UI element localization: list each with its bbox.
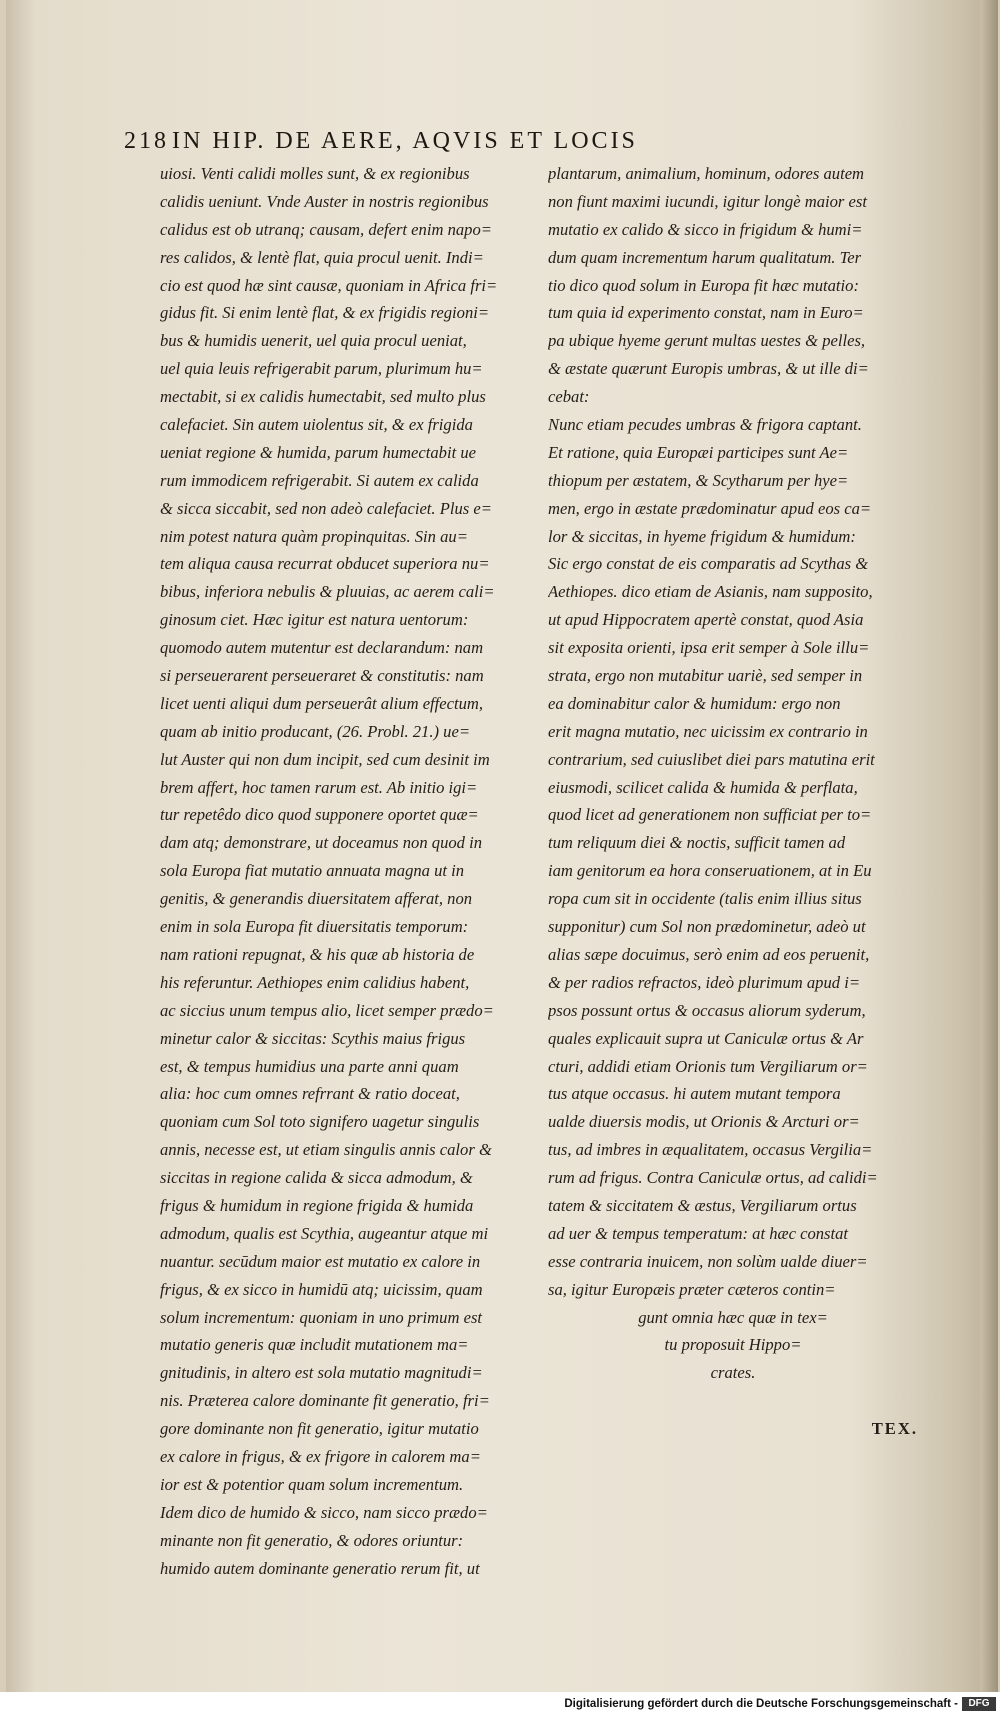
text-line: lor & siccitas, in hyeme frigidum & humidum: <box>548 526 856 546</box>
text-line: cio est quod hæ sint causæ, quoniam in Africa fri= <box>160 275 498 295</box>
text-line: gore dominante non fit generatio, igitur mutatio <box>160 1419 479 1439</box>
text-line <box>548 1387 918 1415</box>
text-line: dam atq; demonstrare, ut doceamus non quod in <box>160 833 483 853</box>
text-line: calidis ueniunt. Vnde Auster in nostris regionibus <box>160 191 489 211</box>
text-line: tus atque occasus. hi autem mutant tempora <box>548 1084 841 1104</box>
text-line: lut Auster qui non dum incipit, sed cum desinit im <box>160 749 490 769</box>
left-text-column <box>160 160 530 1582</box>
text-line: calefaciet. Sin autem uiolentus sit, & ex frigida <box>160 415 473 435</box>
text-line: genitis, & generandis diuersitatem afferat, non <box>160 889 473 909</box>
text-line: rum ad frigus. Contra Caniculæ ortus, ad calidi= <box>548 1168 878 1188</box>
text-line: si perseuerarent perseueraret & constitutis: nam <box>160 666 484 686</box>
text-line: crates. <box>710 1363 756 1383</box>
text-line: brem affert, hoc tamen rarum est. Ab initio igi= <box>160 777 478 797</box>
text-line: mutatio generis quæ includit mutationem ma= <box>160 1335 469 1355</box>
text-line: tur repetêdo dico quod supponere oportet quæ= <box>160 805 479 825</box>
text-line: tus, ad imbres in æqualitatem, occasus Vergilia= <box>548 1140 873 1160</box>
text-line: cebat: <box>548 387 590 407</box>
text-line: & sicca siccabit, sed non adeò calefaciet. Plus e= <box>160 498 492 518</box>
text-line: TEX. <box>871 1419 918 1439</box>
text-line: mectabit, si ex calidis humectabit, sed multo plus <box>160 387 486 407</box>
text-line: dum quam incrementum harum qualitatum. Ter <box>548 247 862 267</box>
text-line: sola Europa fiat mutatio annuata magna ut in <box>160 861 465 881</box>
text-line: eiusmodi, scilicet calida & humida & perflata, <box>548 777 858 797</box>
text-line: tu proposuit Hippo= <box>664 1335 802 1355</box>
text-line: ut apud Hippocratem apertè constat, quod Asia <box>548 610 864 630</box>
text-line: ualde diuersis modis, ut Orionis & Arcturi or= <box>548 1112 860 1132</box>
text-line: quoniam cum Sol toto signifero uagetur singulis <box>160 1112 480 1132</box>
text-line: quam ab initio producant, (26. Probl. 21.) ue= <box>160 721 471 741</box>
text-line: tem aliqua causa recurrat obducet superiora nu= <box>160 554 490 574</box>
text-line: plantarum, animalium, hominum, odores autem <box>548 164 865 183</box>
text-line: iam genitorum ea hora conseruationem, at in Eu <box>548 861 872 881</box>
text-line: ad uer & tempus temperatum: at hæc constat <box>548 1223 849 1243</box>
text-line: Idem dico de humido & sicco, nam sicco prædo= <box>160 1502 488 1522</box>
text-line: uiosi. Venti calidi molles sunt, & ex regionibus <box>160 164 470 183</box>
text-line: his referuntur. Aethiopes enim calidius habent, <box>160 972 470 992</box>
text-line: ginosum ciet. Hæc igitur est natura uentorum: <box>160 610 469 630</box>
text-line: ex calore in frigus, & ex frigore in calorem ma= <box>160 1446 481 1466</box>
text-line: ropa cum sit in occidente (talis enim illius situs <box>548 889 862 909</box>
text-line: ueniat regione & humida, parum humectabit ue <box>160 442 477 462</box>
text-line: tum quia id experimento constat, nam in Euro= <box>548 303 864 323</box>
text-line: uel quia leuis refrigerabit parum, plurimum hu= <box>160 359 483 379</box>
text-line: nim potest natura quàm propinquitas. Sin au= <box>160 526 468 546</box>
text-line: alias sæpe docuimus, serò enim ad eos peruenit, <box>548 944 870 964</box>
text-line: tatem & siccitatem & æstus, Vergiliarum ortus <box>548 1195 857 1215</box>
text-line: solum incrementum: quoniam in uno primum est <box>160 1307 483 1327</box>
text-line: quod licet ad generationem non sufficiat per to= <box>548 805 872 825</box>
page-number: 218 <box>124 128 169 154</box>
text-line: enim in sola Europa fit diuersitatis temporum: <box>160 917 469 937</box>
text-line: minante non fit generatio, & odores oriuntur: <box>160 1530 464 1550</box>
text-line: nuantur. secūdum maior est mutatio ex calore in <box>160 1251 481 1271</box>
text-line: & per radios refractos, ideò plurimum apud i= <box>548 972 861 992</box>
text-line: frigus & humidum in regione frigida & humida <box>160 1195 474 1215</box>
text-line: annis, necesse est, ut etiam singulis annis calor & <box>160 1140 492 1160</box>
text-line: humido autem dominante generatio rerum fit, ut <box>160 1558 480 1578</box>
text-line: gnitudinis, in altero est sola mutatio magnitudi= <box>160 1363 483 1383</box>
text-line: quomodo autem mutentur est declarandum: nam <box>160 638 484 658</box>
funding-credit: Digitalisierung gefördert durch die Deutsche Forschungsgemeinschaft - <box>564 1698 958 1710</box>
running-title: IN HIP. DE AERE, AQVIS ET LOCIS <box>172 128 638 154</box>
text-line: pa ubique hyeme gerunt multas uestes & pelles, <box>548 331 866 351</box>
running-head <box>124 128 824 158</box>
text-line: gidus fit. Si enim lentè flat, & ex frigidis regioni= <box>160 303 490 323</box>
right-text-column <box>548 160 918 1443</box>
text-line: minetur calor & siccitas: Scythis maius frigus <box>160 1028 466 1048</box>
text-line: licet uenti aliqui dum perseuerât alium effectum, <box>160 693 484 713</box>
text-line: gunt omnia hæc quæ in tex= <box>638 1307 828 1327</box>
text-line: cturi, addidi etiam Orionis tum Vergiliarum or= <box>548 1056 868 1076</box>
text-line: ea dominabitur calor & humidum: ergo non <box>548 693 841 713</box>
text-line: frigus, & ex sicco in humidū atq; uicissim, quam <box>160 1279 483 1299</box>
text-line: contrarium, sed cuiuslibet diei pars matutina erit <box>548 749 875 769</box>
text-line: mutatio ex calido & sicco in frigidum & humi= <box>548 219 863 239</box>
text-line: men, ergo in æstate prædominatur apud eos ca= <box>548 498 872 518</box>
text-line: res calidos, & lentè flat, quia procul uenit. Indi= <box>160 247 484 267</box>
text-line: tio dico quod solum in Europa fit hæc mutatio: <box>548 275 859 295</box>
text-line: Et ratione, quia Europæi participes sunt Ae= <box>548 442 849 462</box>
text-line: nam rationi repugnat, & his quæ ab historia de <box>160 944 475 964</box>
text-line: ior est & potentior quam solum incrementum. <box>160 1474 464 1494</box>
text-line: est, & tempus humidius una parte anni quam <box>160 1056 459 1076</box>
text-line: erit magna mutatio, nec uicissim ex contrario in <box>548 721 868 741</box>
text-line: calidus est ob utranq; causam, defert enim napo= <box>160 219 492 239</box>
text-line: Aethiopes. dico etiam de Asianis, nam supposito, <box>548 582 873 602</box>
text-line: Sic ergo constat de eis comparatis ad Scythas & <box>548 554 869 574</box>
text-line: bus & humidis uenerit, uel quia procul ueniat, <box>160 331 467 351</box>
text-line: alia: hoc cum omnes refrrant & ratio doceat, <box>160 1084 460 1104</box>
dfg-logo: DFG <box>962 1697 996 1711</box>
text-line: psos possunt ortus & occasus aliorum syderum, <box>548 1000 866 1020</box>
text-line: sa, igitur Europæis præter cæteros contin= <box>548 1279 836 1299</box>
text-line: bibus, inferiora nebulis & pluuias, ac aerem cali= <box>160 582 495 602</box>
text-line: siccitas in regione calida & sicca admodum, & <box>160 1168 473 1188</box>
text-line: rum immodicem refrigerabit. Si autem ex calida <box>160 470 479 490</box>
text-line: sit exposita orienti, ipsa erit semper à Sole illu= <box>548 638 870 658</box>
text-line: ac siccius unum tempus alio, licet semper prædo= <box>160 1000 494 1020</box>
text-line: thiopum per æstatem, & Scytharum per hye= <box>548 470 849 490</box>
text-line: esse contraria inuicem, non solùm ualde diuer= <box>548 1251 868 1271</box>
text-line: non fiunt maximi iucundi, igitur longè maior est <box>548 191 867 211</box>
text-line: & æstate quærunt Europis umbras, & ut ille di= <box>548 359 869 379</box>
text-line: strata, ergo non mutabitur uariè, sed semper in <box>548 666 863 686</box>
page-edge <box>980 0 998 1692</box>
text-line: tum reliquum diei & noctis, sufficit tamen ad <box>548 833 846 853</box>
text-line: quales explicauit supra ut Caniculæ ortus & Ar <box>548 1028 864 1048</box>
text-line: supponitur) cum Sol non prædominetur, adeò ut <box>548 917 866 937</box>
text-line: Nunc etiam pecudes umbras & frigora captant. <box>548 415 862 435</box>
text-line: nis. Præterea calore dominante fit generatio, fri= <box>160 1391 490 1411</box>
text-line: admodum, qualis est Scythia, augeantur atque mi <box>160 1223 489 1243</box>
